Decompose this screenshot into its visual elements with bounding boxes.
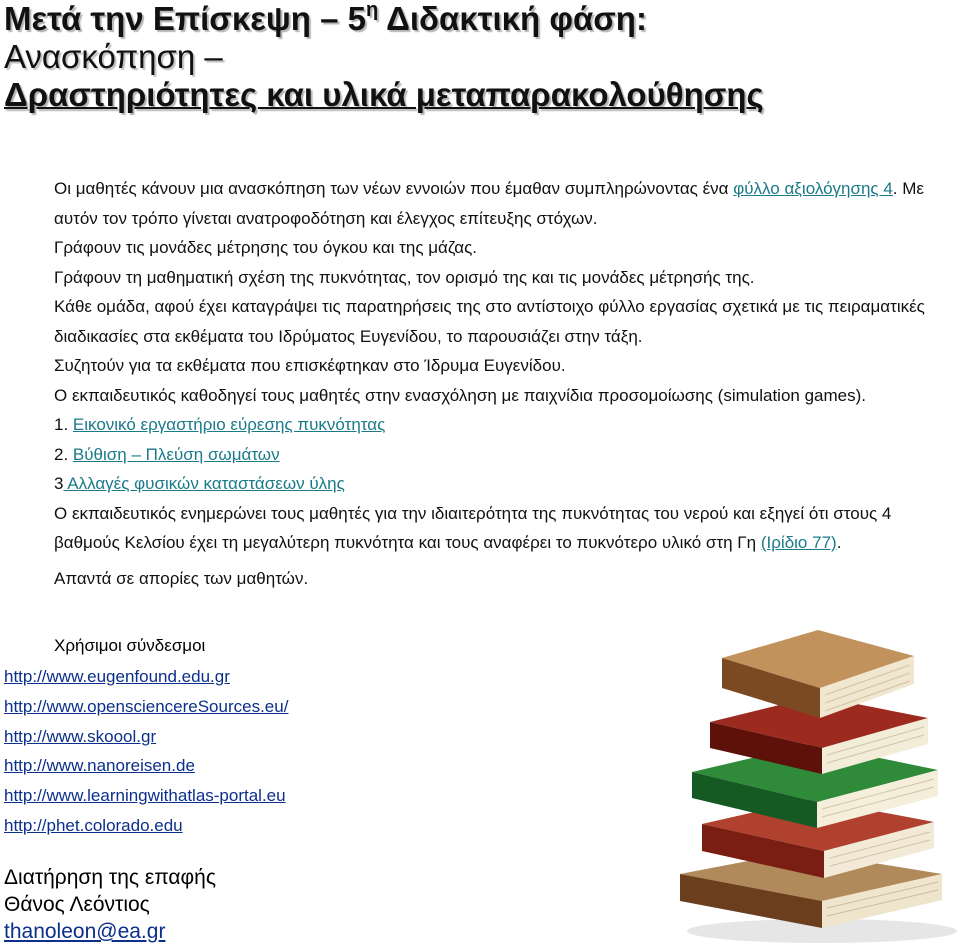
link-eugenfound[interactable]: http://www.eugenfound.edu.gr — [4, 667, 230, 686]
paragraph-water-density: Ο εκπαιδευτικός ενημερώνει τους μαθητές για την ιδιαιτερότητα της πυκνότητας του νερού και εξηγεί ότι στους 4 βαθμούς Κελσίου έχει τη μεγαλύτερη πυκνότητα και τους αναφέρει το πυκνότερο υλικό στη Γη (Ιρίδιο 77). — [54, 503, 892, 552]
title-line3: Δραστηριότητες και υλικά μεταπαρακολούθησης — [4, 76, 764, 113]
list-item-sink-float: 2. Βύθιση – Πλεύση σωμάτων — [54, 444, 280, 464]
link-nanoreisen[interactable]: http://www.nanoreisen.de — [4, 756, 195, 776]
paragraph-units: Γράφουν τις μονάδες μέτρησης του όγκου και της μάζας. — [54, 238, 477, 257]
title-line2: Ανασκόπηση – — [4, 38, 223, 75]
states-of-matter-link[interactable]: Αλλαγές φυσικών καταστάσεων ύλης — [63, 474, 345, 493]
brown-book-top — [722, 630, 914, 718]
contact-name: Θάνος Λεόντιος — [4, 893, 150, 916]
contact-block — [4, 864, 216, 945]
contact-email-link[interactable]: thanoleon@ea.gr — [4, 920, 166, 943]
iridium-link[interactable]: (Ιρίδιο 77) — [760, 533, 837, 552]
sink-float-link[interactable]: Βύθιση – Πλεύση σωμάτων — [72, 444, 280, 464]
assessment-sheet-link[interactable]: φύλλο αξιολόγησης 4 — [733, 179, 893, 198]
stack-of-books-illustration — [652, 596, 960, 946]
link-learningwithatlas[interactable]: http://www.learningwithatlas-portal.eu — [4, 786, 286, 806]
activities-body — [54, 174, 954, 593]
contact-heading: Διατήρηση της επαφής — [4, 866, 216, 889]
paragraph-simulation-games: Ο εκπαιδευτικός καθοδηγεί τους μαθητές στην ενασχόληση με παιχνίδια προσομοίωσης (simulation games). — [54, 385, 866, 405]
paragraph-group-presentation: Κάθε ομάδα, αφού έχει καταγράψει τις παρατηρήσεις της στο αντίστοιχο φύλλο εργασίας σχετικά με τις πειραματικές διαδικασίες στα εκθέματα του Ιδρύματος Ευγενίδου, το παρουσιάζει στην τάξη. — [54, 297, 925, 346]
page-title — [4, 0, 764, 114]
title-line1: Μετά την Επίσκεψη – $5^\eta$ Διδακτική φάση: — [4, 0, 647, 37]
paragraph-density-formula: Γράφουν τη μαθηματική σχέση της πυκνότητας, τον ορισμό της και τις μονάδες μέτρησής της. — [54, 267, 755, 287]
link-openscienceresources[interactable]: http://www.opensciencereSources.eu/ — [4, 696, 289, 716]
paragraph-questions: Απαντά σε απορίες των μαθητών. — [54, 568, 309, 588]
link-skoool[interactable]: http://www.skoool.gr — [4, 726, 157, 746]
paragraph-review: Οι μαθητές κάνουν μια ανασκόπηση των νέων εννοιών που έμαθαν συμπληρώνοντας ένα φύλλο αξιολόγησης 4. Με αυτόν τον τρόπο γίνεται ανατροφοδότηση και έλεγχος επίτευξης στόχων. — [54, 179, 924, 228]
useful-links-label: Χρήσιμοι σύνδεσμοι — [54, 636, 206, 655]
list-item-density-lab: 1. Εικονικό εργαστήριο εύρεσης πυκνότητας — [54, 415, 386, 434]
paragraph-discussion: Συζητούν για τα εκθέματα που επισκέφτηκαν στο Ίδρυμα Ευγενίδου. — [54, 356, 566, 375]
list-item-states-of-matter: 3 Αλλαγές φυσικών καταστάσεων ύλης — [54, 474, 345, 493]
useful-links-list — [4, 662, 288, 841]
link-phet[interactable]: http://phet.colorado.edu — [4, 815, 183, 835]
density-lab-link[interactable]: Εικονικό εργαστήριο εύρεσης πυκνότητας — [72, 415, 386, 434]
